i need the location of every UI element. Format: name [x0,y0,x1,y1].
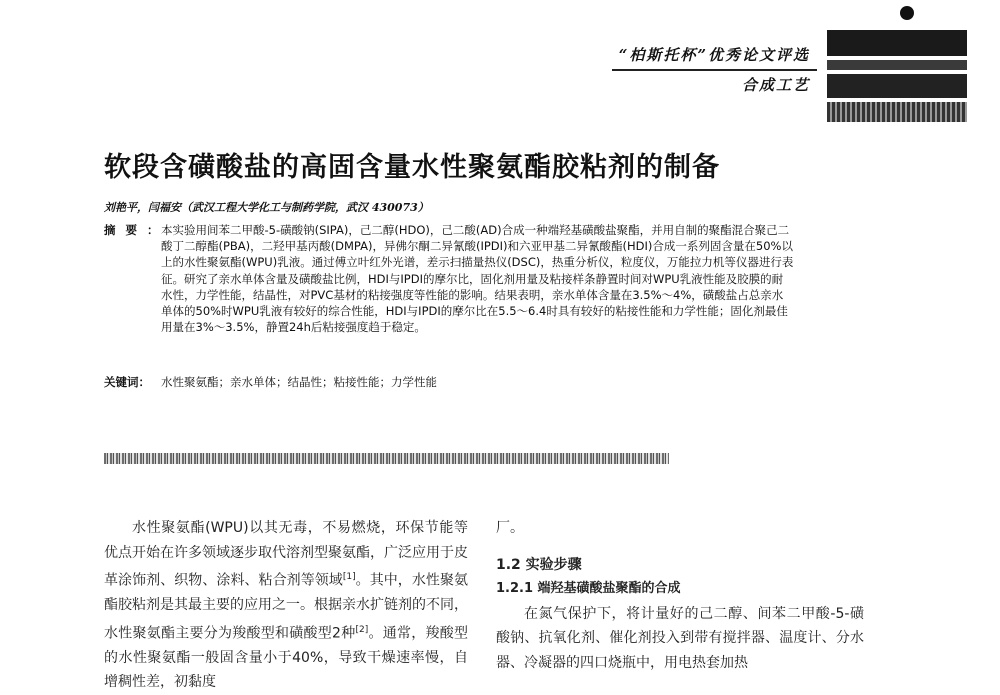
procedure-paragraph: 在氮气保护下，将计量好的己二醇、间苯二甲酸-5-磺酸钠、抗氧化剂、催化剂投入到带有搅拌器、温度计、分水器、冷凝器的四口烧瓶中，用电热套加热 [496,605,864,671]
abstract-text: 本实验用间苯二甲酸-5-磺酸钠(SIPA)，己二醇(HDO)，己二酸(AD)合成一种端羟基磺酸盐聚酯，并用自制的聚酯混合聚己二酸丁二醇酯(PBA)，二羟甲基丙酸(DMPA)，异佛尔酮二异氰酸(IPDI)和六亚甲基二异氰酸酯(HDI)合成一系列固含量在50%以上的水性聚氨酯(WPU)乳液。通过傅立叶红外光谱，差示扫描量热仪(DSC)，热重分析仪，粒度仪，万能拉力机等仪器进行表征。研究了亲水单体含量及磺酸盐比例，HDI与IPDI的摩尔比，固化剂用量及粘接样条静置时间对WPU乳液性能及胶膜的耐水性，力学性能，结晶性，对PVC基材的粘接强度等性能的影响。结果表明，亲水单体含量在3.5%～4%，磺酸盐占总亲水单体的50%时WPU乳液有较好的综合性能，HDI与IPDI的摩尔比在5.5～6.4时具有较好的粘接性能和力学性能；固化剂最佳用量在3%～3.5%，静置24h后粘接强度趋于稳定。 [161,223,794,335]
intro-paragraph [104,516,468,695]
section-heading-1-2-1: 1.2.1 端羟基磺酸盐聚酯的合成 [496,581,681,596]
body-column-right [496,516,864,675]
series-header: “柏斯托杯”优秀论文评选 [618,46,810,64]
abstract-block [104,222,794,335]
section-heading-1-2: 1.2 实验步骤 [496,556,582,573]
keywords-block [104,374,794,390]
intro-text-a: 水性聚氨酯(WPU)以其无毒，不易燃烧，环保节能等优点开始在许多领域逐步取代溶剂型聚氨酯，广泛应用于皮革涂饰剂、织物、涂料、粘合剂等领域 [104,520,468,589]
header-rule [612,69,817,71]
continued-text: 厂。 [496,520,524,536]
intro-text-b: 。其中，水性聚氨酯胶粘剂是其最主要的应用之一。根据亲水扩链剂的不同，水性聚氨酯主要分为羧酸型和磺酸型2种 [104,572,469,642]
section-divider [104,453,669,464]
citation-2: [2] [355,624,369,635]
authors-line: 刘艳平，闫福安（武汉工程大学化工与制药学院，武汉 430073） [104,201,429,214]
header-decoration-block [827,24,967,124]
section-header: 合成工艺 [741,76,810,94]
intro-text-c: 。通常，羧酸型的水性聚氨酯一般固含量小于40%，导致干燥速率慢，自增稠性差，初黏度 [104,625,469,691]
abstract-label: 摘要： [104,223,169,237]
paper-title: 软段含磺酸盐的高固含量水性聚氨酯胶粘剂的制备 [104,152,720,183]
keywords-text: 水性聚氨酯；亲水单体；结晶性；粘接性能；力学性能 [161,375,437,389]
body-column-left [104,516,468,695]
keywords-label: 关键词： [104,375,150,389]
citation-1: [1] [342,572,356,582]
camera-mark-icon [900,6,914,20]
